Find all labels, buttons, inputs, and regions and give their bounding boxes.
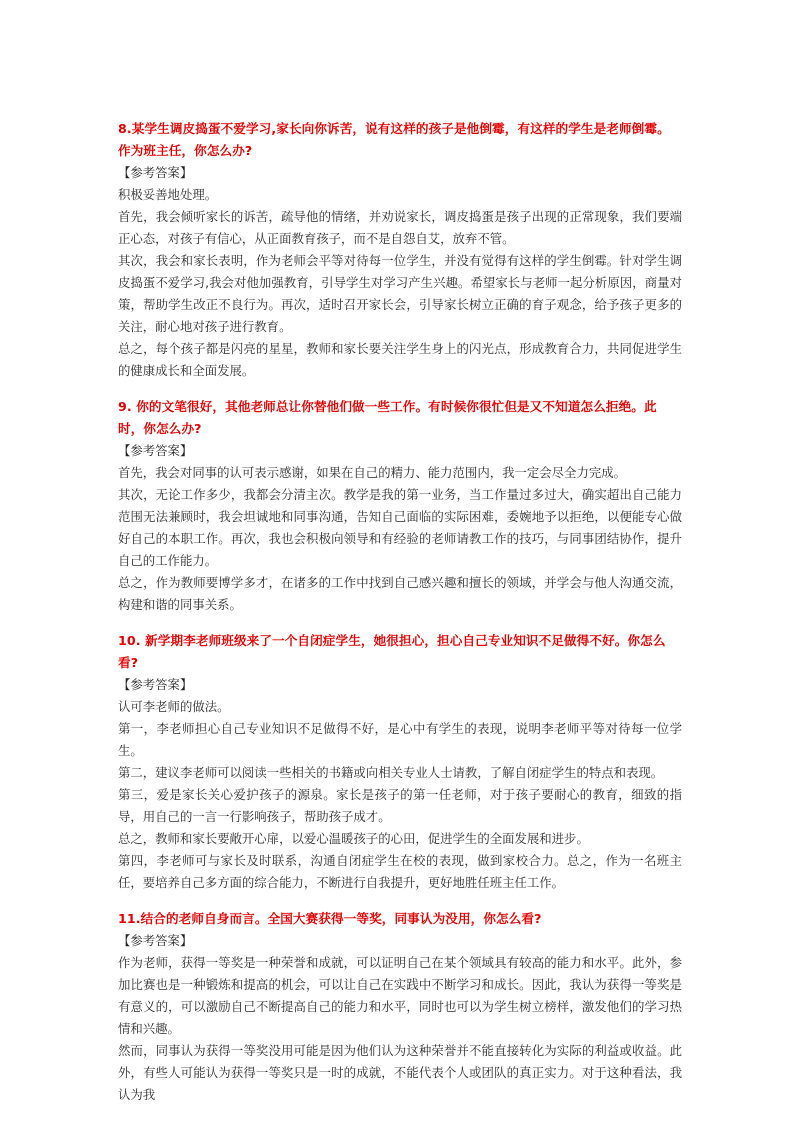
answer-paragraph: 积极妥善地处理。 [118,187,218,202]
answer-paragraph: 总之，每个孩子都是闪亮的星星，教师和家长要关注学生身上的闪光点，形成教育合力，共同促进学生的健康成长和全面发展。 [118,341,682,378]
answer-paragraph: 总之，作为教师要博学多才，在诸多的工作中找到自己感兴趣和擅长的领域，并学会与他人沟通交流，构建和谐的同事关系。 [118,575,682,612]
answer-paragraph: 总之，教师和家长要敞开心扉，以爱心温暖孩子的心田，促进学生的全面发展和进步。 [118,831,589,846]
answer-paragraph: 第三，爱是家长关心爱护孩子的源泉。家长是孩子的第一任老师，对于孩子要耐心的教育，细致的指导，用自己的一言一行影响孩子，帮助孩子成才。 [118,787,682,824]
question-heading: 8.某学生调皮捣蛋不爱学习,家长向你诉苦，说有这样的孩子是他倒霉，有这样的学生是老师倒霉。作为班主任，你怎么办? [118,121,670,158]
answer-paragraph: 作为老师，获得一等奖是一种荣誉和成就，可以证明自己在某个领域具有较高的能力和水平。此外，参加比赛也是一种锻炼和提高的机会，可以让自己在实践中不断学习和成长。因此，我认为获得一等奖是有意义的，可以激励自己不断提高自己的能力和水平，同时也可以为学生树立榜样，激发他们的学习热情和兴趣。 [118,955,682,1036]
answer-label: 【参考答案】 [118,443,193,458]
question-heading: 10. 新学期李老师班级来了一个自闭症学生，她很担心，担心自己专业知识不足做得不好。你怎么看? [118,633,666,670]
answer-paragraph: 第一，李老师担心自己专业知识不足做得不好，是心中有学生的表现，说明李老师平等对待每一位学生。 [118,721,682,758]
answer-label: 【参考答案】 [118,677,193,692]
answer-paragraph: 其次，无论工作多少，我都会分清主次。教学是我的第一业务，当工作量过多过大，确实超出自己能力范围无法兼顾时，我会坦诚地和同事沟通，告知自己面临的实际困难，委婉地予以拒绝，以便能专心做好自己的本职工作。再次，我也会积极向领导和有经验的老师请教工作的技巧，与同事团结协作，提升自己的工作能力。 [118,487,682,568]
answer-label: 【参考答案】 [118,165,193,180]
document-page [118,118,682,1120]
qa-section-8 [118,118,682,382]
question-heading: 11.结合的老师自身而言。全国大赛获得一等奖，同事认为没用，你怎么看? [118,911,542,926]
answer-paragraph: 首先，我会对同事的认可表示感谢，如果在自己的精力、能力范围内，我一定会尽全力完成。 [118,465,627,480]
qa-section-9 [118,396,682,616]
answer-paragraph: 第四，李老师可与家长及时联系，沟通自闭症学生在校的表现，做到家校合力。总之，作为一名班主任，要培养自己多方面的综合能力，不断进行自我提升，更好地胜任班主任工作。 [118,853,682,890]
answer-paragraph: 其次，我会和家长表明，作为老师会平等对待每一位学生，并没有觉得有这样的学生倒霉。针对学生调皮捣蛋不爱学习,我会对他加强教育，引导学生对学习产生兴趣。希望家长与老师一起分析原因，商量对策，帮助学生改正不良行为。再次，适时召开家长会，引导家长树立正确的育子观念，给予孩子更多的关注，耐心地对孩子进行教育。 [118,253,682,334]
answer-paragraph: 第二，建议李老师可以阅读一些相关的书籍或向相关专业人士请教，了解自闭症学生的特点和表现。 [118,765,664,780]
answer-paragraph: 认可李老师的做法。 [118,699,230,714]
qa-section-10 [118,630,682,894]
answer-paragraph: 首先，我会倾听家长的诉苦，疏导他的情绪，并劝说家长，调皮捣蛋是孩子出现的正常现象，我们要端正心态，对孩子有信心，从正面教育孩子，而不是自怨自艾，放弃不管。 [118,209,682,246]
answer-label: 【参考答案】 [118,933,193,948]
question-heading: 9. 你的文笔很好，其他老师总让你替他们做一些工作。有时候你很忙但是又不知道怎么拒绝。此时，你怎么办? [118,399,657,436]
qa-section-11 [118,908,682,1106]
answer-paragraph: 然而，同事认为获得一等奖没用可能是因为他们认为这种荣誉并不能直接转化为实际的利益或收益。此外，有些人可能认为获得一等奖只是一时的成就，不能代表个人或团队的真正实力。对于这种看法，我认为我 [118,1043,682,1102]
